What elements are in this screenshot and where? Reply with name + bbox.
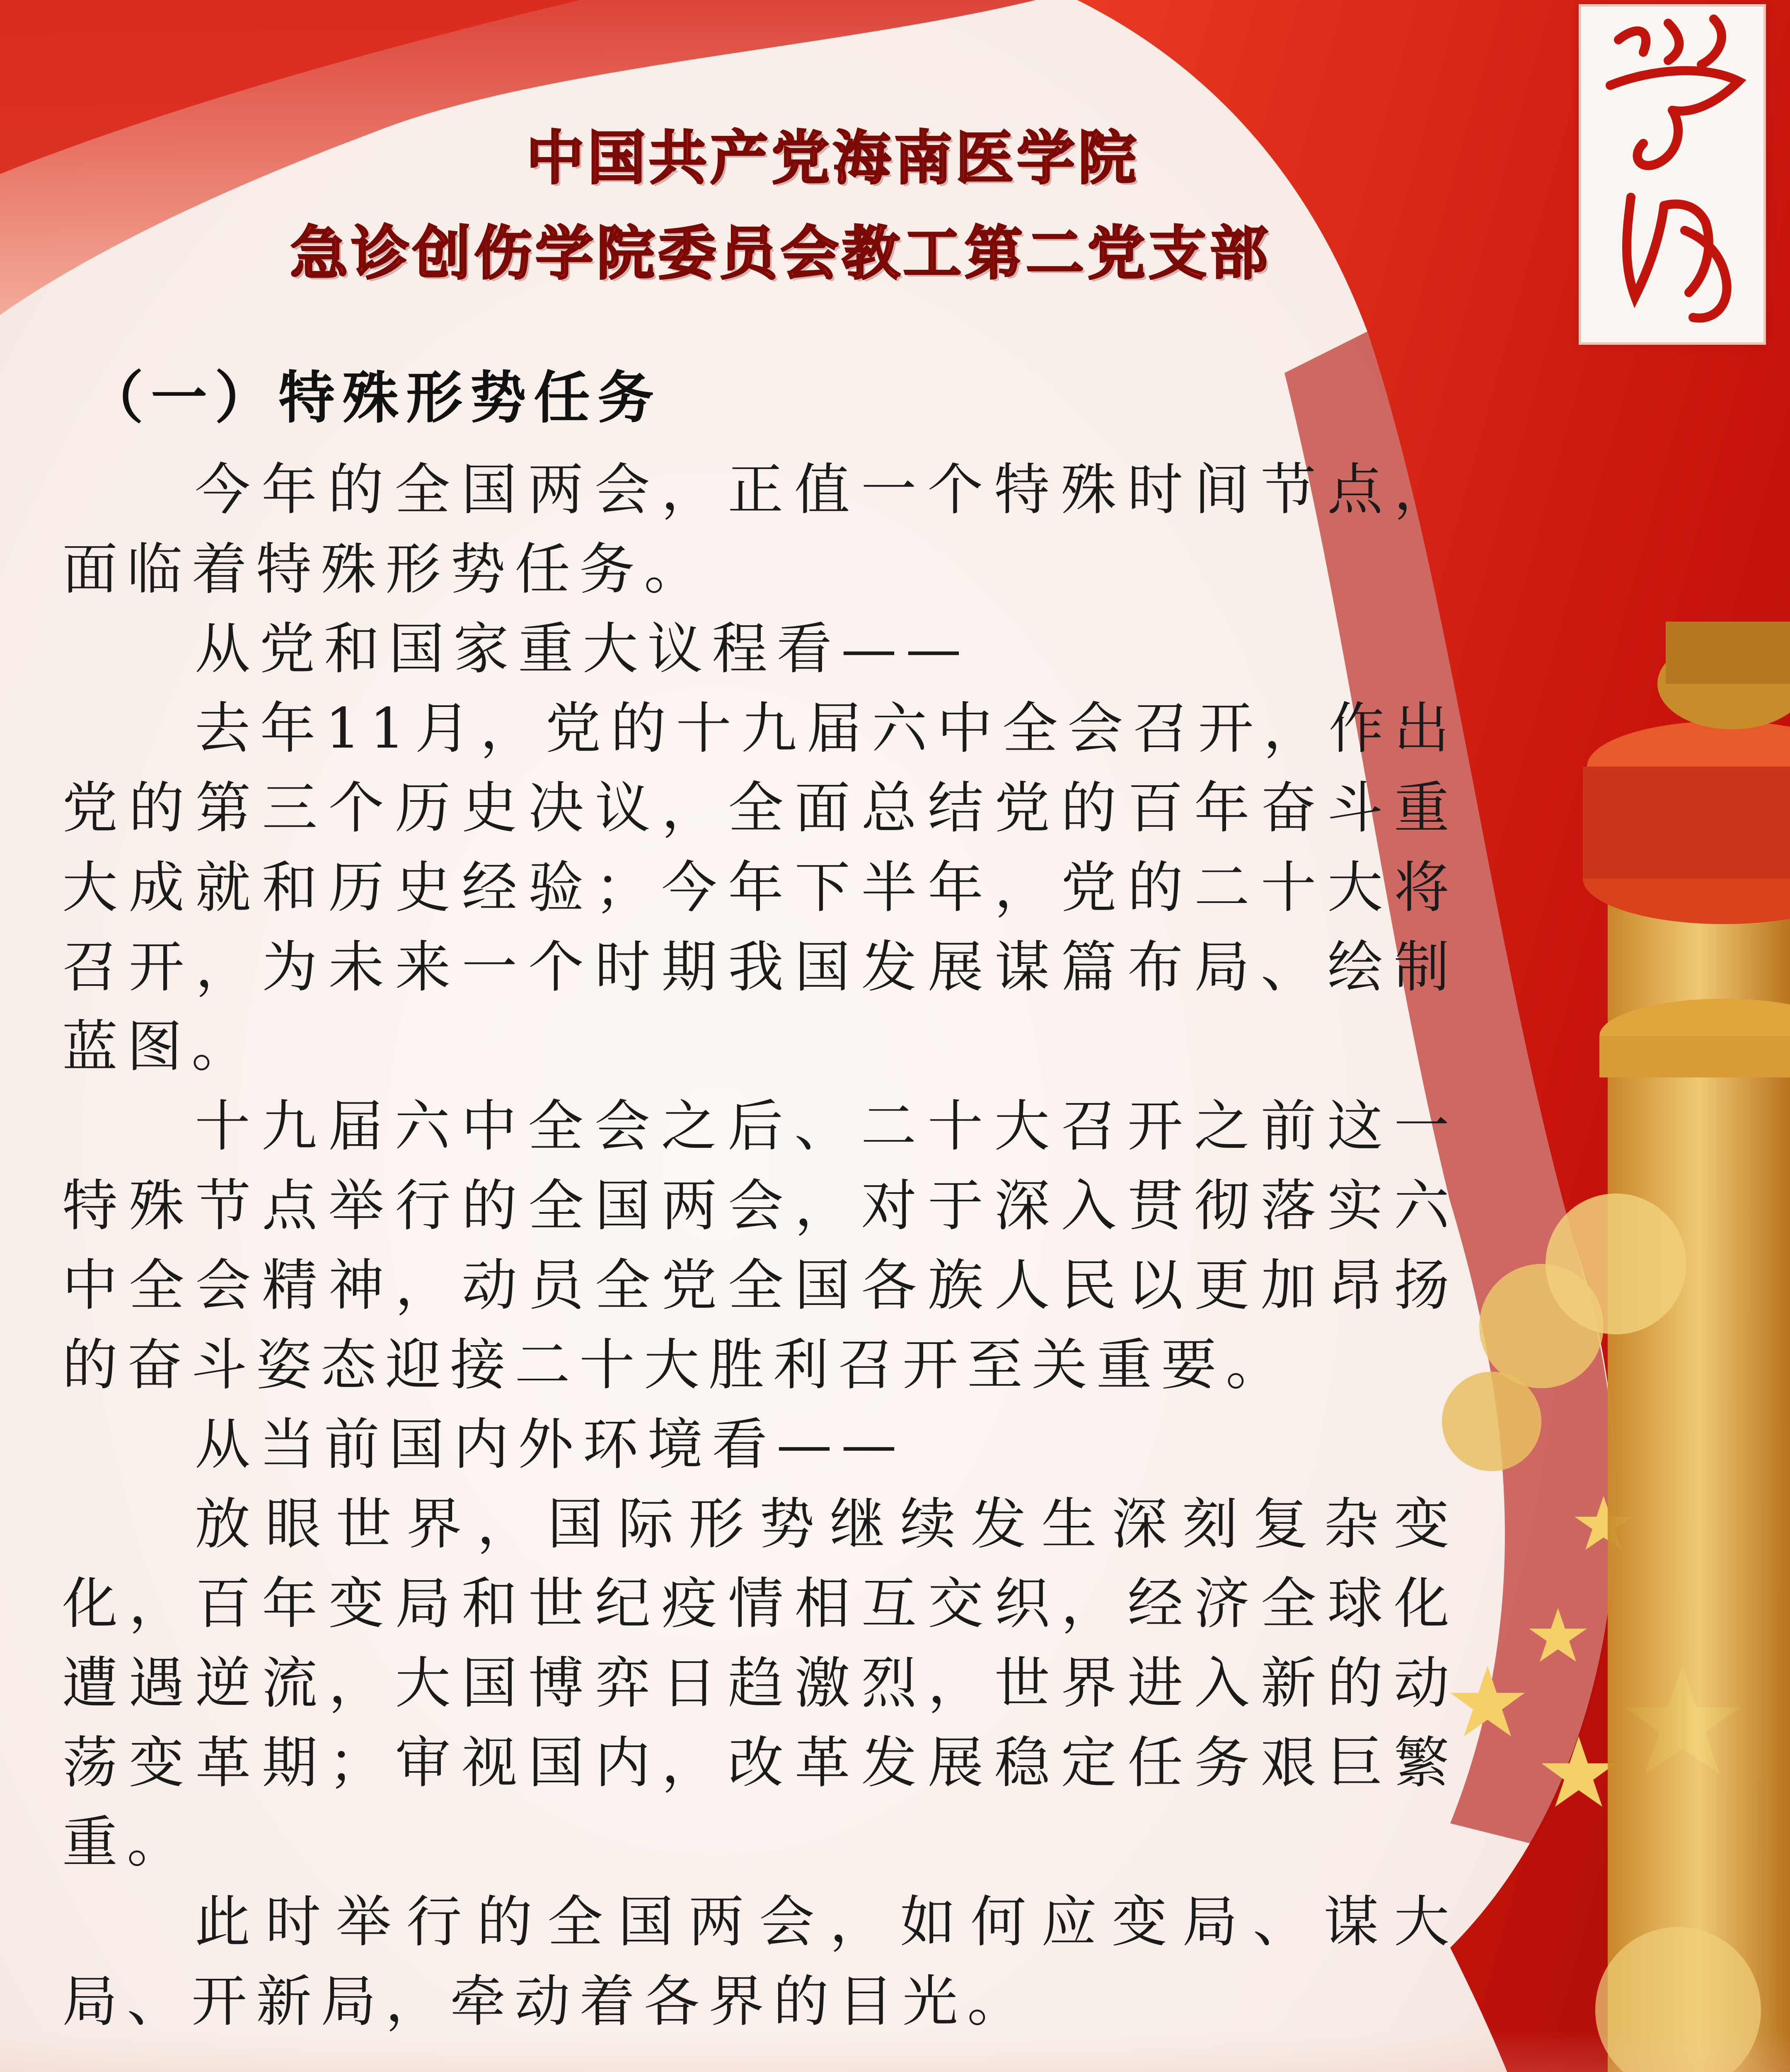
paragraph: 放眼世界，国际形势继续发生深刻复杂变化，百年变局和世纪疫情相互交织，经济全球化遭遇逆流，大国博弈日趋激烈，世界进入新的动荡变革期；审视国内，改革发展稳定任务艰巨繁重。 bbox=[62, 1492, 1459, 1875]
title-line-2: 急诊创伤学院委员会教工第二党支部 bbox=[290, 220, 1272, 288]
paragraph: 去年11月，党的十九届六中全会召开，作出党的第三个历史决议，全面总结党的百年奋斗重大成就和历史经验；今年下半年，党的二十大将召开，为未来一个时期我国发展谋篇布局、绘制蓝图。 bbox=[62, 696, 1459, 1079]
calligraphy-seal bbox=[1579, 4, 1766, 345]
paragraph: 从党和国家重大议程看—— bbox=[195, 617, 971, 681]
section-heading: （一）特殊形势任务 bbox=[87, 366, 661, 431]
paragraph: 今年的全国两会，正值一个特殊时间节点，面临着特殊形势任务。 bbox=[62, 457, 1459, 602]
article-body bbox=[62, 352, 1459, 2041]
paragraph: 此时举行的全国两会，如何应变局、谋大局、开新局，牵动着各界的目光。 bbox=[62, 1890, 1459, 2034]
calligraphy-xuexi-icon bbox=[1581, 7, 1763, 342]
paragraph: 十九届六中全会之后、二十大召开之前这一特殊节点举行的全国两会，对于深入贯彻落实六中全会精神，动员全党全国各族人民以更加昂扬的奋斗姿态迎接二十大胜利召开至关重要。 bbox=[62, 1094, 1459, 1397]
paragraph: 从当前国内外环境看—— bbox=[195, 1412, 906, 1477]
title-line-1: 中国共产党海南医学院 bbox=[526, 125, 1140, 192]
